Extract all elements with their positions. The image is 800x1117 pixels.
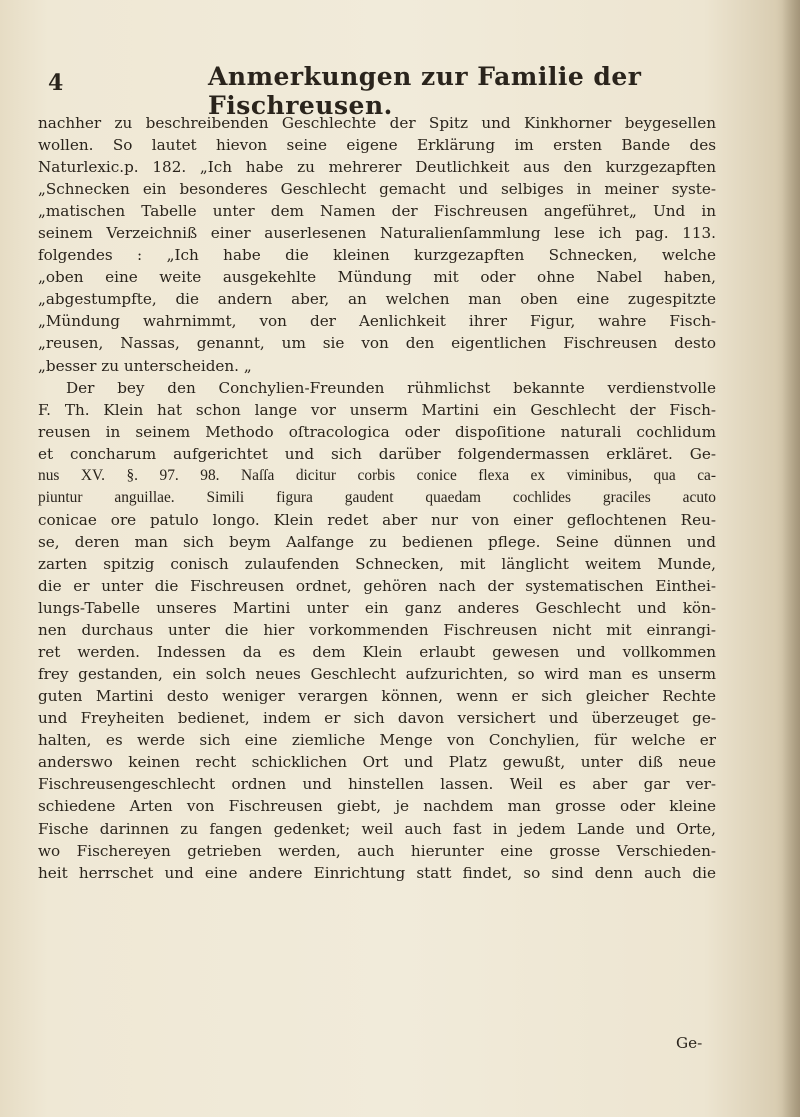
text-line: „besser zu unterscheiden. „ [38, 356, 252, 375]
text-line: Fische darinnen zu fangen gedenket; weil auch fast in jedem Lande und Orte, [38, 819, 716, 838]
text-line: Der bey den Conchylien-Freunden rühmlichst bekannte verdienstvolle [66, 378, 716, 397]
text-line: heit herrschet und eine andere Einrichtung statt findet, so sind denn auch die [38, 863, 716, 882]
text-line: lungs-Tabelle unseres Martini unter ein ganz anderes Geschlecht und kön- [38, 599, 716, 618]
text-line: nus XV. §. 97. 98. Naſſa dicitur corbis conice flexa ex viminibus, qua ca- [38, 466, 716, 484]
text-line: Naturlexic.p. 182. „Ich habe zu mehrerer Deutlichkeit aus den kurzgezapften [38, 158, 716, 177]
text-line: piuntur anguillae. Simili figura gaudent quaedam cochlides graciles acuto [38, 488, 716, 506]
text-line: schiedene Arten von Fischreusen giebt, je nachdem man grosse oder kleine [38, 797, 716, 816]
text-line: conicae ore patulo longo. Klein redet aber nur von einer geflochtenen Reu- [38, 510, 716, 529]
text-line: zarten spitzig conisch zulaufenden Schnecken, mit länglicht weitem Munde, [38, 554, 716, 573]
text-line: se, deren man sich beym Aalfange zu bedienen pflege. Seine dünnen und [38, 532, 716, 551]
page-number: 4 [48, 70, 64, 96]
text-line: „Schnecken ein besonderes Geschlecht gemacht und selbiges in meiner syste- [38, 180, 716, 199]
catchword: Ge- [676, 1034, 703, 1052]
page-header [48, 62, 708, 120]
text-line: die er unter die Fischreusen ordnet, gehören nach der systematischen Einthei- [38, 576, 716, 595]
text-line: „matischen Tabelle unter dem Namen der Fischreusen angeführet„ Und in [38, 202, 716, 221]
text-line: „Mündung wahrnimmt, von der Aenlichkeit ihrer Figur, wahre Fisch- [38, 312, 716, 331]
text-line: „abgestumpfte, die andern aber, an welchen man oben eine zugespitzte [38, 290, 716, 309]
text-line: nen durchaus unter die hier vorkommenden Fischreusen nicht mit einrangi- [38, 621, 716, 640]
page-edge-shadow [782, 0, 800, 1117]
text-line: F. Th. Klein hat schon lange vor unserm Martini ein Geschlecht der Fisch- [38, 400, 716, 419]
text-line: wollen. So lautet hievon seine eigene Erklärung im ersten Bande des [38, 136, 716, 155]
text-line: wo Fischereyen getrieben werden, auch hierunter eine grosse Verschieden- [38, 841, 716, 860]
text-line: guten Martini desto weniger verargen können, wenn er sich gleicher Rechte [38, 687, 716, 706]
text-line: reusen in seinem Methodo oſtracologica oder dispoſitione naturali cochlidum [38, 422, 716, 441]
text-line: folgendes : „Ich habe die kleinen kurzgezapften Schnecken, welche [38, 246, 716, 265]
running-title: Anmerkungen zur Familie der Fischreusen. [208, 62, 642, 120]
text-line: „oben eine weite ausgekehlte Mündung mit oder ohne Nabel haben, [38, 268, 716, 287]
text-line: et concharum aufgerichtet und sich darüber folgendermassen erkläret. Ge- [38, 444, 716, 463]
text-line: seinem Verzeichniß einer auserlesenen Naturalienſammlung lese ich pag. 113. [38, 224, 716, 243]
text-line: Fischreusengeschlecht ordnen und hinstellen lassen. Weil es aber gar ver- [38, 775, 716, 794]
text-line: nachher zu beschreibenden Geschlechte der Spitz und Kinkhorner beygesellen [38, 114, 716, 132]
text-line: halten, es werde sich eine ziemliche Menge von Conchylien, für welche er [38, 731, 716, 750]
text-line: ret werden. Indessen da es dem Klein erlaubt gewesen und vollkommen [38, 643, 716, 662]
text-line: und Freyheiten bedienet, indem er sich davon versichert und überzeuget ge- [38, 709, 716, 728]
body-text [38, 112, 716, 884]
text-line: „reusen, Nassas, genannt, um sie von den eigentlichen Fischreusen desto [38, 334, 716, 353]
text-line: frey gestanden, ein solch neues Geschlecht aufzurichten, so wird man es unserm [38, 665, 716, 684]
text-line: anderswo keinen recht schicklichen Ort und Platz gewußt, unter diß neue [38, 753, 716, 772]
